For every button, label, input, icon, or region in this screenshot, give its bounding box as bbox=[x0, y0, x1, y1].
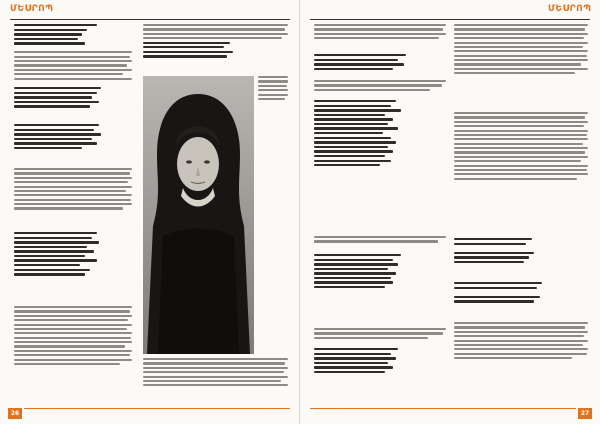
text-column-left-d bbox=[143, 24, 288, 72]
text-column-right-a bbox=[314, 24, 446, 52]
bold-stanza-right-2 bbox=[314, 100, 446, 234]
footer-rule bbox=[24, 408, 290, 409]
bold-stanza-right-3 bbox=[314, 254, 446, 326]
bold-stanza-right-5 bbox=[454, 238, 588, 280]
text-column-right-g bbox=[454, 322, 588, 390]
text-column-left-f bbox=[143, 358, 288, 404]
text-column-left-c bbox=[14, 306, 132, 404]
portrait-photo bbox=[143, 76, 254, 354]
portrait-illustration bbox=[143, 76, 254, 354]
magazine-logo: ՄԵՍՐՈՊ bbox=[10, 4, 54, 14]
bold-stanza-right-1 bbox=[314, 54, 446, 78]
text-column-right-b bbox=[314, 80, 446, 98]
header-rule bbox=[10, 19, 290, 20]
text-column-left-e bbox=[258, 76, 288, 356]
text-column-left-a bbox=[14, 24, 132, 82]
bold-stanza-right-4 bbox=[314, 348, 446, 404]
text-column-left-b bbox=[14, 168, 132, 228]
text-column-right-d bbox=[314, 328, 446, 346]
text-column-right-e bbox=[454, 24, 588, 108]
right-page bbox=[300, 0, 600, 424]
header-rule bbox=[310, 19, 590, 20]
bold-stanza-left-3 bbox=[14, 232, 132, 302]
text-column-right-c bbox=[314, 236, 446, 252]
text-column-right-f bbox=[454, 112, 588, 234]
page-number-left: 26 bbox=[8, 408, 22, 419]
bold-stanza-right-6 bbox=[454, 282, 588, 320]
bold-stanza-left-1 bbox=[14, 87, 132, 121]
footer-rule bbox=[310, 408, 576, 409]
page-number-right: 27 bbox=[578, 408, 592, 419]
bold-stanza-left-2 bbox=[14, 124, 132, 164]
magazine-logo: ՄԵՍՐՈՊ bbox=[548, 4, 592, 14]
